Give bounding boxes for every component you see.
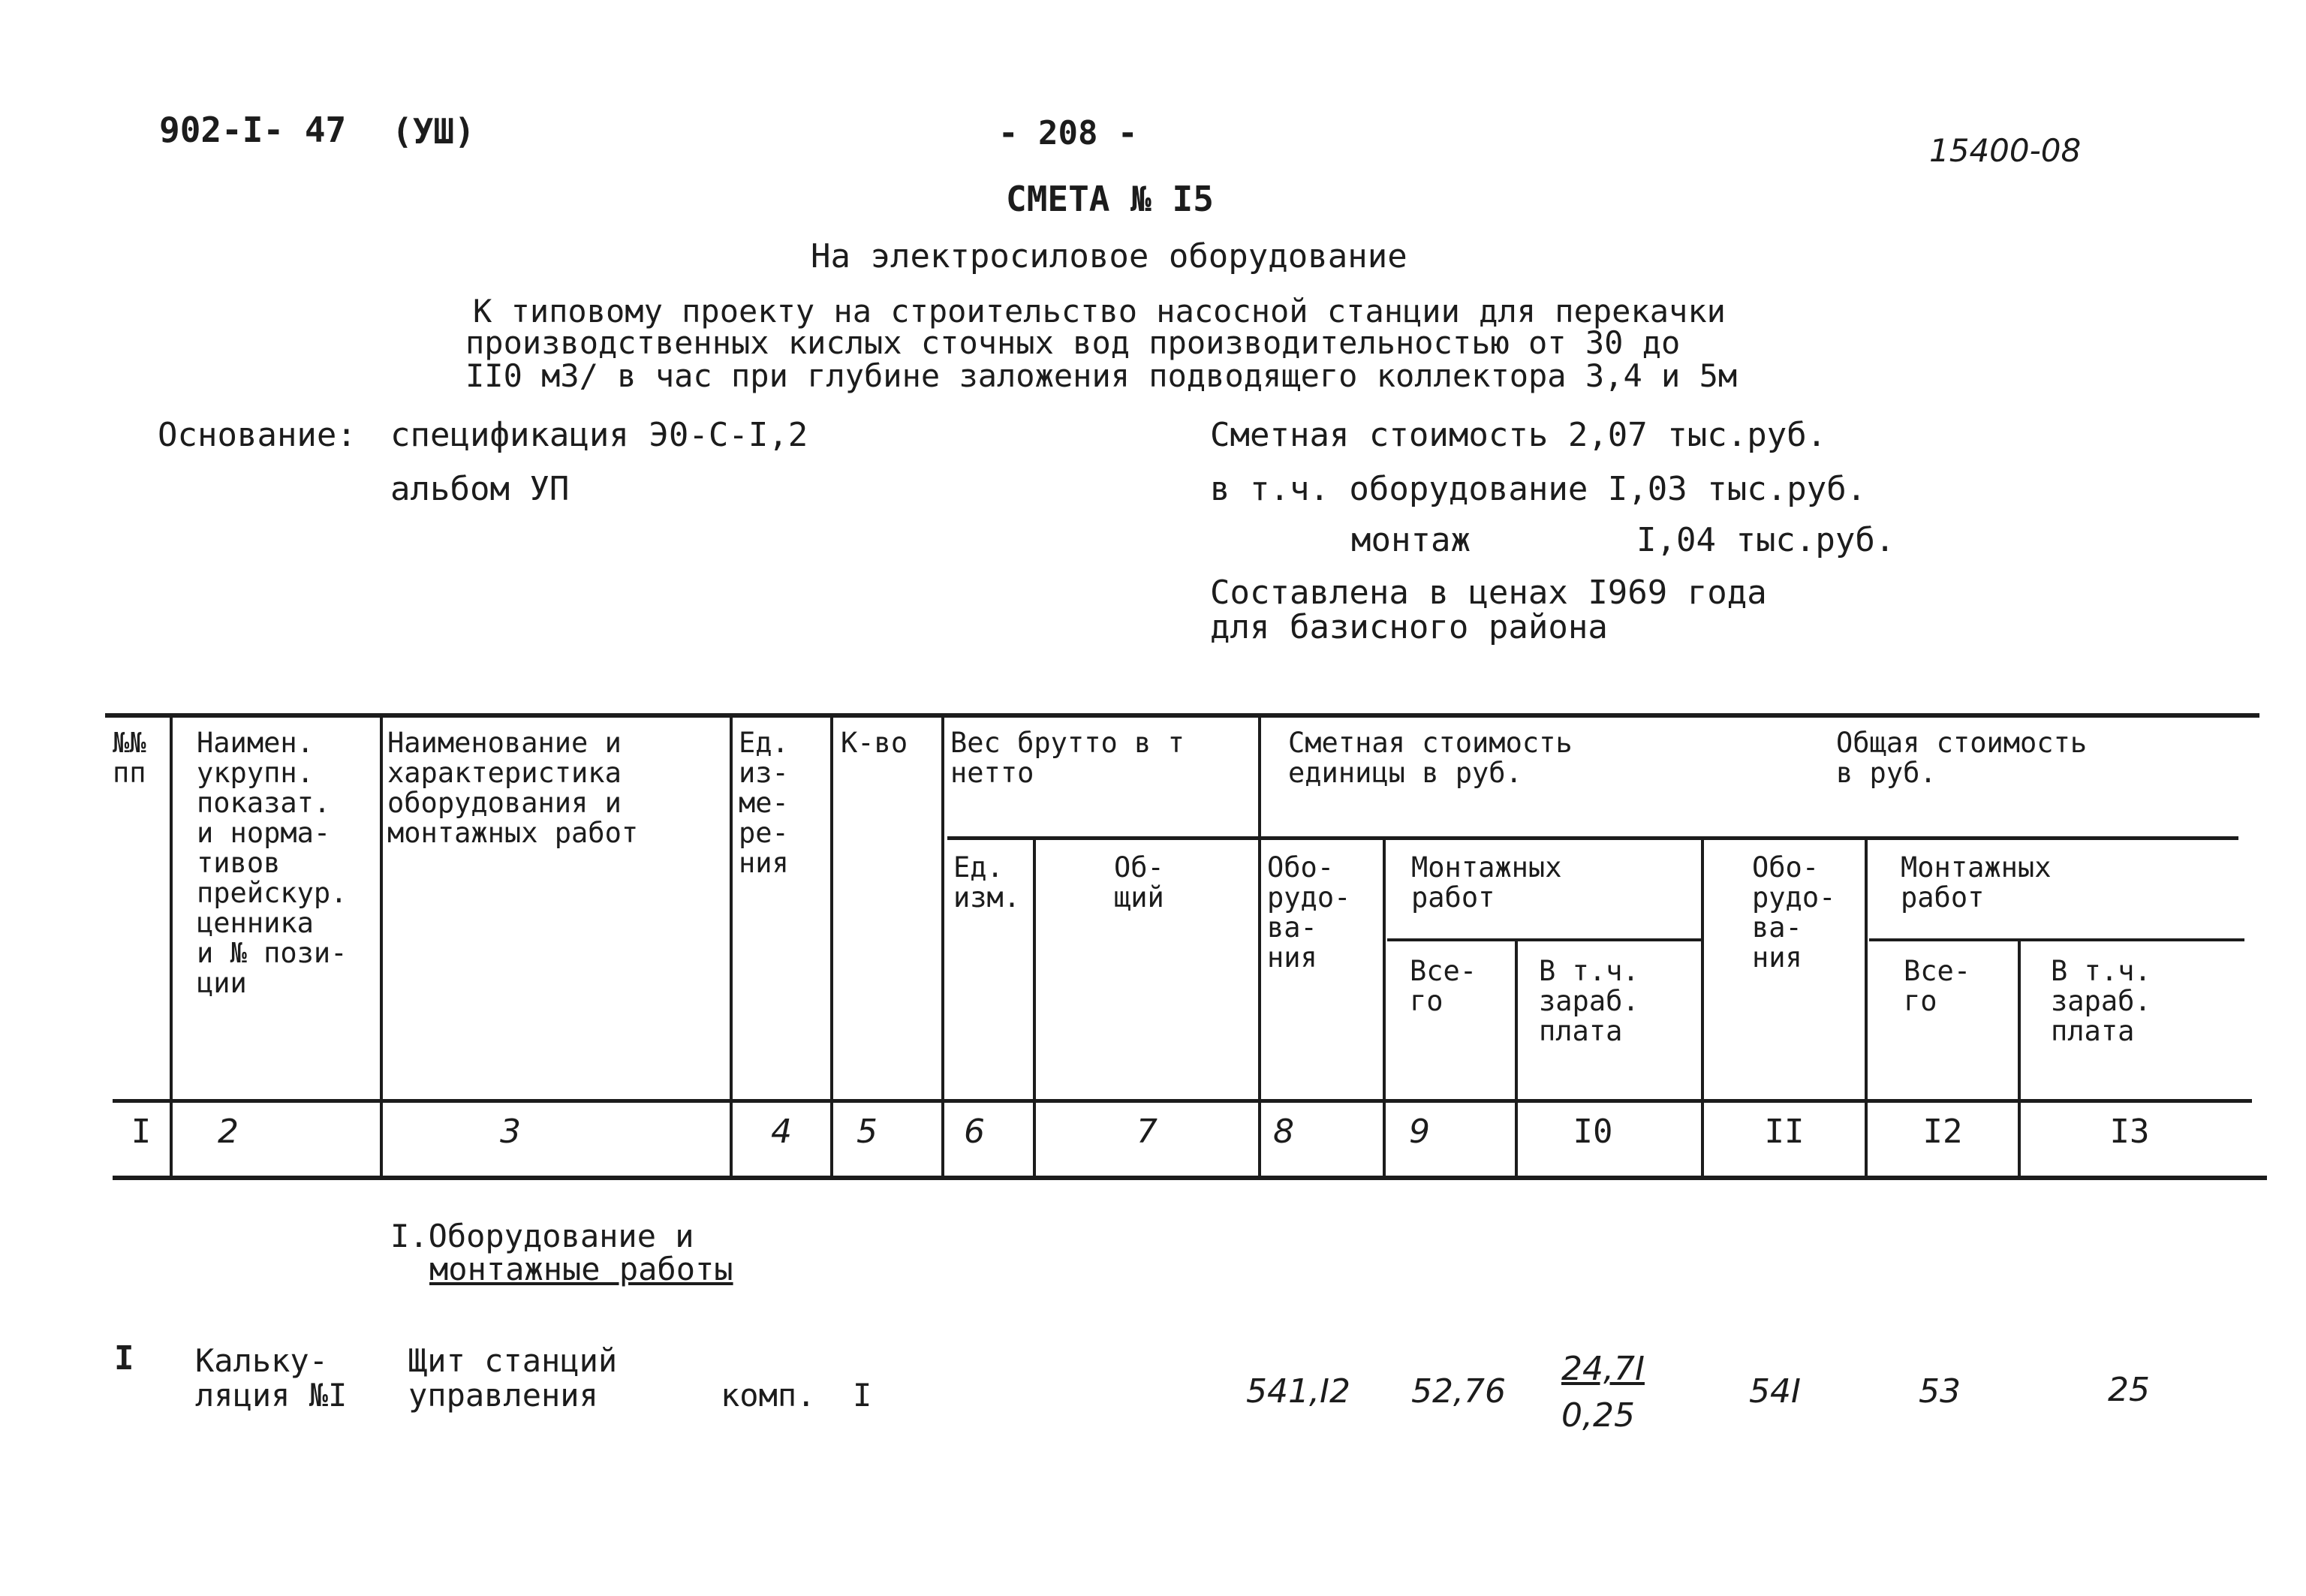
col-header-8: Обо- рудо- ва- ния (1267, 851, 1351, 974)
col-divider-4 (830, 716, 833, 1177)
header-subgroup-rule (947, 836, 2238, 840)
col-header-9: Все- го (1410, 955, 1477, 1017)
basis-album: альбом УП (390, 470, 570, 508)
col-header-10: В т.ч. зараб. плата (1539, 955, 1639, 1047)
col-divider-2 (380, 716, 383, 1177)
row-unit: комп. (721, 1377, 816, 1414)
description-line-1: К типовому проекту на строительство насосной станции для перекачки (473, 293, 1726, 330)
col-header-2: Наимен. укрупн. показат. и норма- тивов прейскур. ценника и № пози- ции (197, 727, 348, 999)
col-divider-7 (1258, 716, 1261, 1177)
unit-mount-subrule (1387, 938, 1702, 941)
total-mount-subrule (1869, 938, 2244, 941)
row-mount-unit-wage-extra: 0,25 (1561, 1396, 1635, 1435)
row-equipment-total: 54I (1749, 1372, 1801, 1411)
series-code: (УШ) (392, 111, 475, 152)
col-divider-3 (730, 716, 733, 1177)
col-number-9: 9 (1409, 1113, 1430, 1151)
cost-equipment: в т.ч. оборудование I,03 тыс.руб. (1210, 470, 1867, 508)
col-number-5: 5 (856, 1113, 878, 1151)
col-divider-5 (941, 716, 944, 1177)
description-line-3: II0 м3/ в час при глубине заложения подводящего коллектора 3,4 и 5м (465, 357, 1738, 394)
column-numbers-rule (113, 1176, 2267, 1180)
col-header-5: К-во (841, 727, 908, 759)
description-line-2: производственных кислых сточных вод производительностью от 30 до (465, 324, 1681, 361)
col-number-12: I2 (1922, 1113, 1963, 1151)
total-mount-group-header: Монтажных работ (1901, 851, 2052, 914)
row-reference-line-1: Кальку- (195, 1342, 329, 1379)
col-number-2: 2 (218, 1113, 239, 1151)
cost-installation-value: I,04 тыс.руб. (1636, 521, 1895, 559)
prices-line-2: для базисного района (1210, 608, 1608, 646)
col-number-7: 7 (1136, 1113, 1158, 1151)
estimate-title: СМЕТА № I5 (1006, 179, 1214, 219)
col-number-8: 8 (1273, 1113, 1294, 1151)
row-mount-unit-total: 52,76 (1411, 1372, 1506, 1411)
col-header-13: В т.ч. зараб. плата (2051, 955, 2151, 1047)
row-name-line-1: Щит станций (408, 1342, 618, 1379)
estimate-subject: На электросиловое оборудование (811, 237, 1407, 276)
col-number-13: I3 (2109, 1113, 2150, 1151)
prices-line-1: Составлена в ценах I969 года (1210, 574, 1767, 612)
row-mount-unit-wage: 24,7I (1561, 1350, 1645, 1388)
col-header-11: Обо- рудо- ва- ния (1752, 851, 1836, 974)
cost-total: Сметная стоимость 2,07 тыс.руб. (1210, 416, 1827, 454)
col-header-4: Ед. из- ме- ре- ния (739, 727, 789, 879)
row-reference-line-2: ляция №I (195, 1377, 348, 1414)
col-divider-1 (170, 716, 173, 1177)
row-mount-total: 53 (1919, 1372, 1961, 1411)
col-number-11: II (1764, 1113, 1805, 1151)
total-cost-group-header: Общая стоимость в руб. (1836, 727, 2088, 789)
basis-spec: спецификация Э0-С-I,2 (390, 416, 808, 454)
row-number: I (114, 1339, 134, 1378)
col-number-1: I (131, 1113, 152, 1151)
col-number-6: 6 (964, 1113, 985, 1151)
section-title-line-1: I.Оборудование и (390, 1218, 694, 1254)
row-quantity: I (853, 1377, 872, 1414)
basis-label: Основание: (158, 416, 357, 454)
header-bottom-rule (113, 1099, 2252, 1103)
row-name-line-2: управления (408, 1377, 598, 1414)
col-header-7: Об- щий (1114, 851, 1164, 914)
unit-cost-group-header: Сметная стоимость единицы в руб. (1288, 727, 1573, 789)
table-top-rule (105, 713, 2259, 718)
weight-group-header: Вес брутто в т нетто (950, 727, 1185, 789)
page-number: - 208 - (998, 114, 1138, 152)
archive-number: 15400-08 (1929, 132, 2082, 169)
col-header-12: Все- го (1904, 955, 1971, 1017)
section-title-line-2: монтажные работы (429, 1251, 733, 1287)
row-equipment-unit-cost: 541,I2 (1246, 1372, 1350, 1411)
project-code: 902-I- 47 (159, 110, 347, 150)
col-header-3: Наименование и характеристика оборудования и монтажных работ (387, 727, 639, 849)
col-number-4: 4 (771, 1113, 792, 1151)
col-number-10: I0 (1573, 1113, 1613, 1151)
unit-mount-group-header: Монтажных работ (1411, 851, 1562, 914)
col-header-1: №№ пп (113, 727, 146, 789)
col-number-3: 3 (500, 1113, 521, 1151)
col-header-6: Ед. изм. (953, 851, 1021, 914)
cost-installation-label: монтаж (1351, 521, 1471, 559)
row-mount-wage-total: 25 (2108, 1371, 2150, 1409)
